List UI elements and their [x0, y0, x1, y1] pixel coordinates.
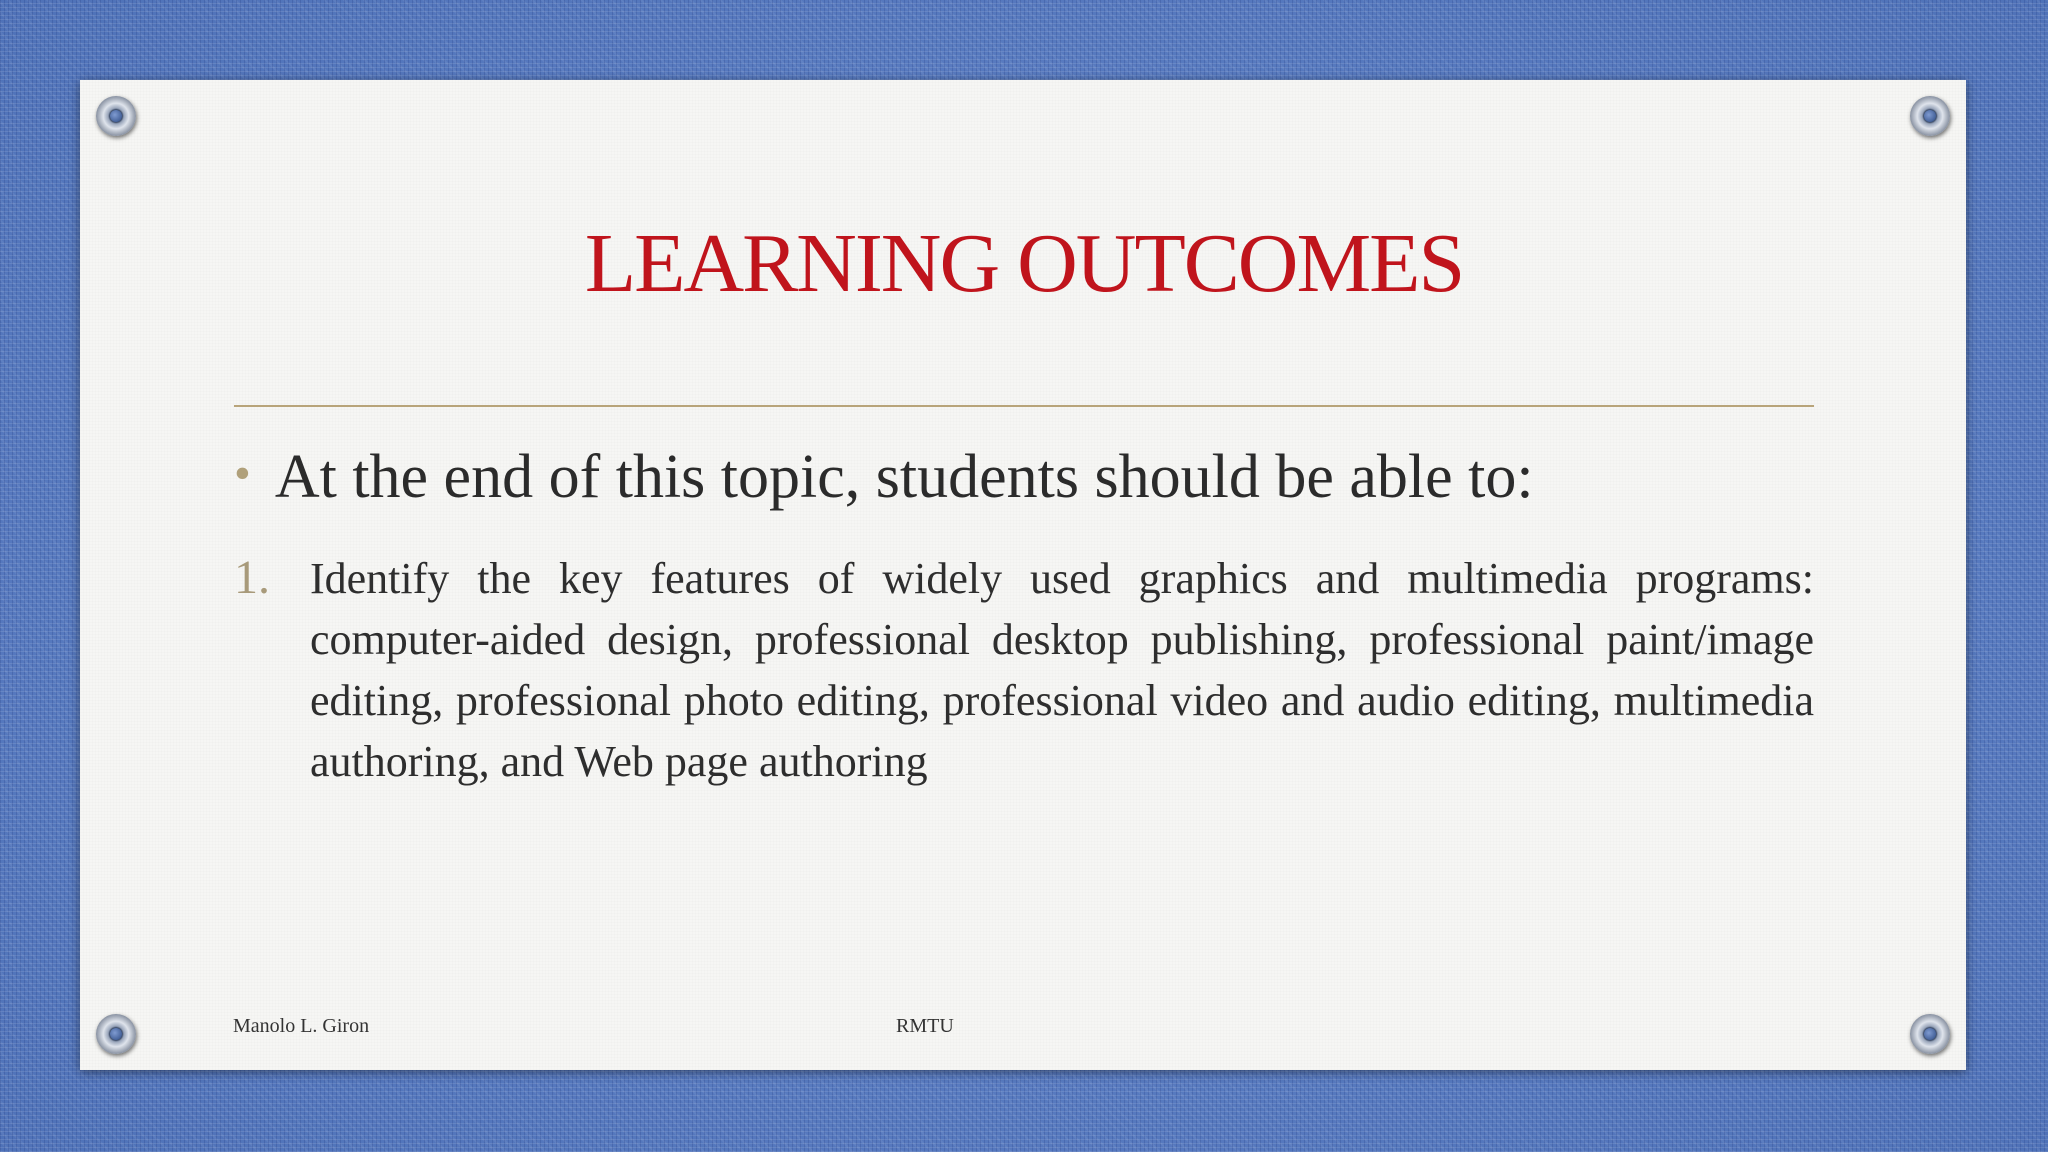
outcome-item [234, 548, 1814, 792]
thumbtack-icon [1910, 96, 1950, 136]
thumbtack-icon [96, 96, 136, 136]
slide-title: LEARNING OUTCOMES [584, 217, 1464, 310]
title-divider [234, 405, 1814, 407]
footer-author: Manolo L. Giron [233, 1015, 370, 1037]
intro-text: At the end of this topic, students should be able to: [274, 443, 1534, 511]
outcome-text: Identify the key features of widely used graphics and multimedia programs: computer-aided design, professional desktop publishing, professional paint/image editing, professional photo editing, professional video and audio editing, multimedia authoring, and Web page authoring [310, 554, 1814, 786]
footer-organization: RMTU [896, 1015, 954, 1037]
intro-bullet-item [234, 440, 1814, 514]
bullet-icon: • [234, 447, 251, 500]
thumbtack-icon [1910, 1014, 1950, 1054]
thumbtack-icon [96, 1014, 136, 1054]
outcome-number: 1. [234, 551, 270, 604]
